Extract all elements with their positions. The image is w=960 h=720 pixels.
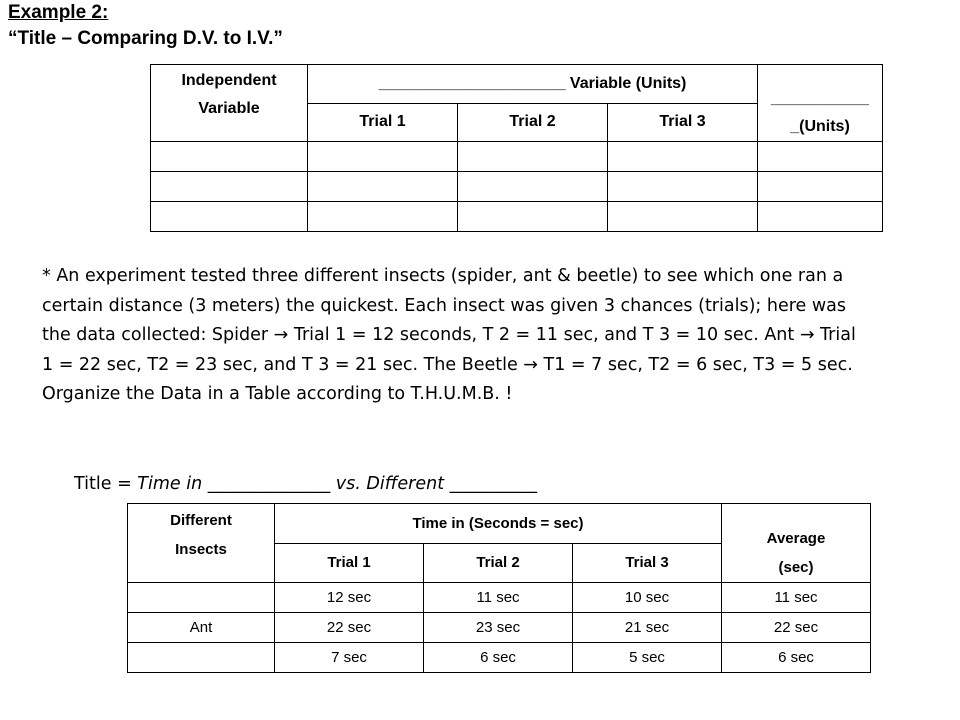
template-table: [150, 64, 883, 232]
table-cell: [458, 142, 608, 172]
units-blank: ___________: [771, 90, 869, 107]
trial-3-cell: 10 sec: [573, 583, 722, 613]
trial-1-cell: 12 sec: [275, 583, 424, 613]
trial-2-cell: 23 sec: [424, 613, 573, 643]
trial-2-header: Trial 2: [458, 103, 608, 142]
experiment-description: * An experiment tested three different insects (spider, ant & beetle) to see which one ran a certain distance (3 meters) the quickest. Each insect was given 3 chances (trials); here was the data collected: Spider → Trial 1 = 12 seconds, T 2 = 11 sec, and T 3 = 10 sec. Ant → Trial 1 = 22 sec, T2 = 23 sec, and T 3 = 21 sec. The Beetle → T1 = 7 sec, T2 = 6 sec, T3 = 5 sec. Organize the Data in a Table according to T.H.U.M.B. !: [42, 266, 856, 404]
insects-header-line1: Different: [170, 512, 232, 529]
table-cell: [151, 172, 308, 202]
table-row: [128, 583, 871, 613]
average-header-line2: (sec): [778, 559, 814, 576]
table-cell: [308, 202, 458, 232]
trial-2-cell: 11 sec: [424, 583, 573, 613]
title-line: [74, 470, 537, 498]
average-header-line1: Average: [766, 530, 826, 547]
insect-cell: Ant: [128, 613, 275, 643]
table-row: [151, 142, 883, 172]
table-cell: [458, 172, 608, 202]
dv-header: _____________________ Variable (Units): [308, 65, 758, 104]
title-blank: __________: [444, 474, 538, 494]
trial-1-header: Trial 1: [308, 103, 458, 142]
example-title: “Title – Comparing D.V. to I.V.”: [8, 28, 283, 49]
iv-header: [151, 65, 308, 142]
table-cell: [151, 142, 308, 172]
table-row: [128, 643, 871, 673]
trial-1-header: Trial 1: [275, 543, 424, 583]
table-row: [151, 172, 883, 202]
units-header: [758, 65, 883, 142]
trial-2-header: Trial 2: [424, 543, 573, 583]
table-cell: [308, 172, 458, 202]
title-italic: Time in ______________ vs. Different: [137, 474, 445, 494]
table-cell: [758, 172, 883, 202]
table-cell: [758, 202, 883, 232]
iv-header-line1: Independent: [181, 72, 277, 89]
table-cell: [608, 172, 758, 202]
table-cell: [458, 202, 608, 232]
trial-2-cell: 6 sec: [424, 643, 573, 673]
insect-cell: [128, 583, 275, 613]
trial-3-cell: 5 sec: [573, 643, 722, 673]
table-row: [128, 613, 871, 643]
time-header: Time in (Seconds = sec): [275, 504, 722, 544]
table-cell: [608, 202, 758, 232]
iv-header-line2: Variable: [198, 100, 260, 117]
table-cell: [758, 142, 883, 172]
table-cell: [308, 142, 458, 172]
data-table: [127, 503, 871, 673]
trial-3-cell: 21 sec: [573, 613, 722, 643]
title-label: Title =: [74, 474, 138, 494]
average-cell: 22 sec: [722, 613, 871, 643]
trial-3-header: Trial 3: [608, 103, 758, 142]
average-cell: 11 sec: [722, 583, 871, 613]
average-header: [722, 504, 871, 583]
trial-1-cell: 22 sec: [275, 613, 424, 643]
table-cell: [151, 202, 308, 232]
trial-3-header: Trial 3: [573, 543, 722, 583]
units-label: _(Units): [790, 118, 850, 135]
table-cell: [608, 142, 758, 172]
page-heading: [8, 0, 283, 52]
insect-cell: [128, 643, 275, 673]
table-row: [151, 202, 883, 232]
insects-header: [128, 504, 275, 583]
insects-header-line2: Insects: [175, 541, 227, 558]
example-label: Example 2:: [8, 2, 109, 23]
trial-1-cell: 7 sec: [275, 643, 424, 673]
average-cell: 6 sec: [722, 643, 871, 673]
